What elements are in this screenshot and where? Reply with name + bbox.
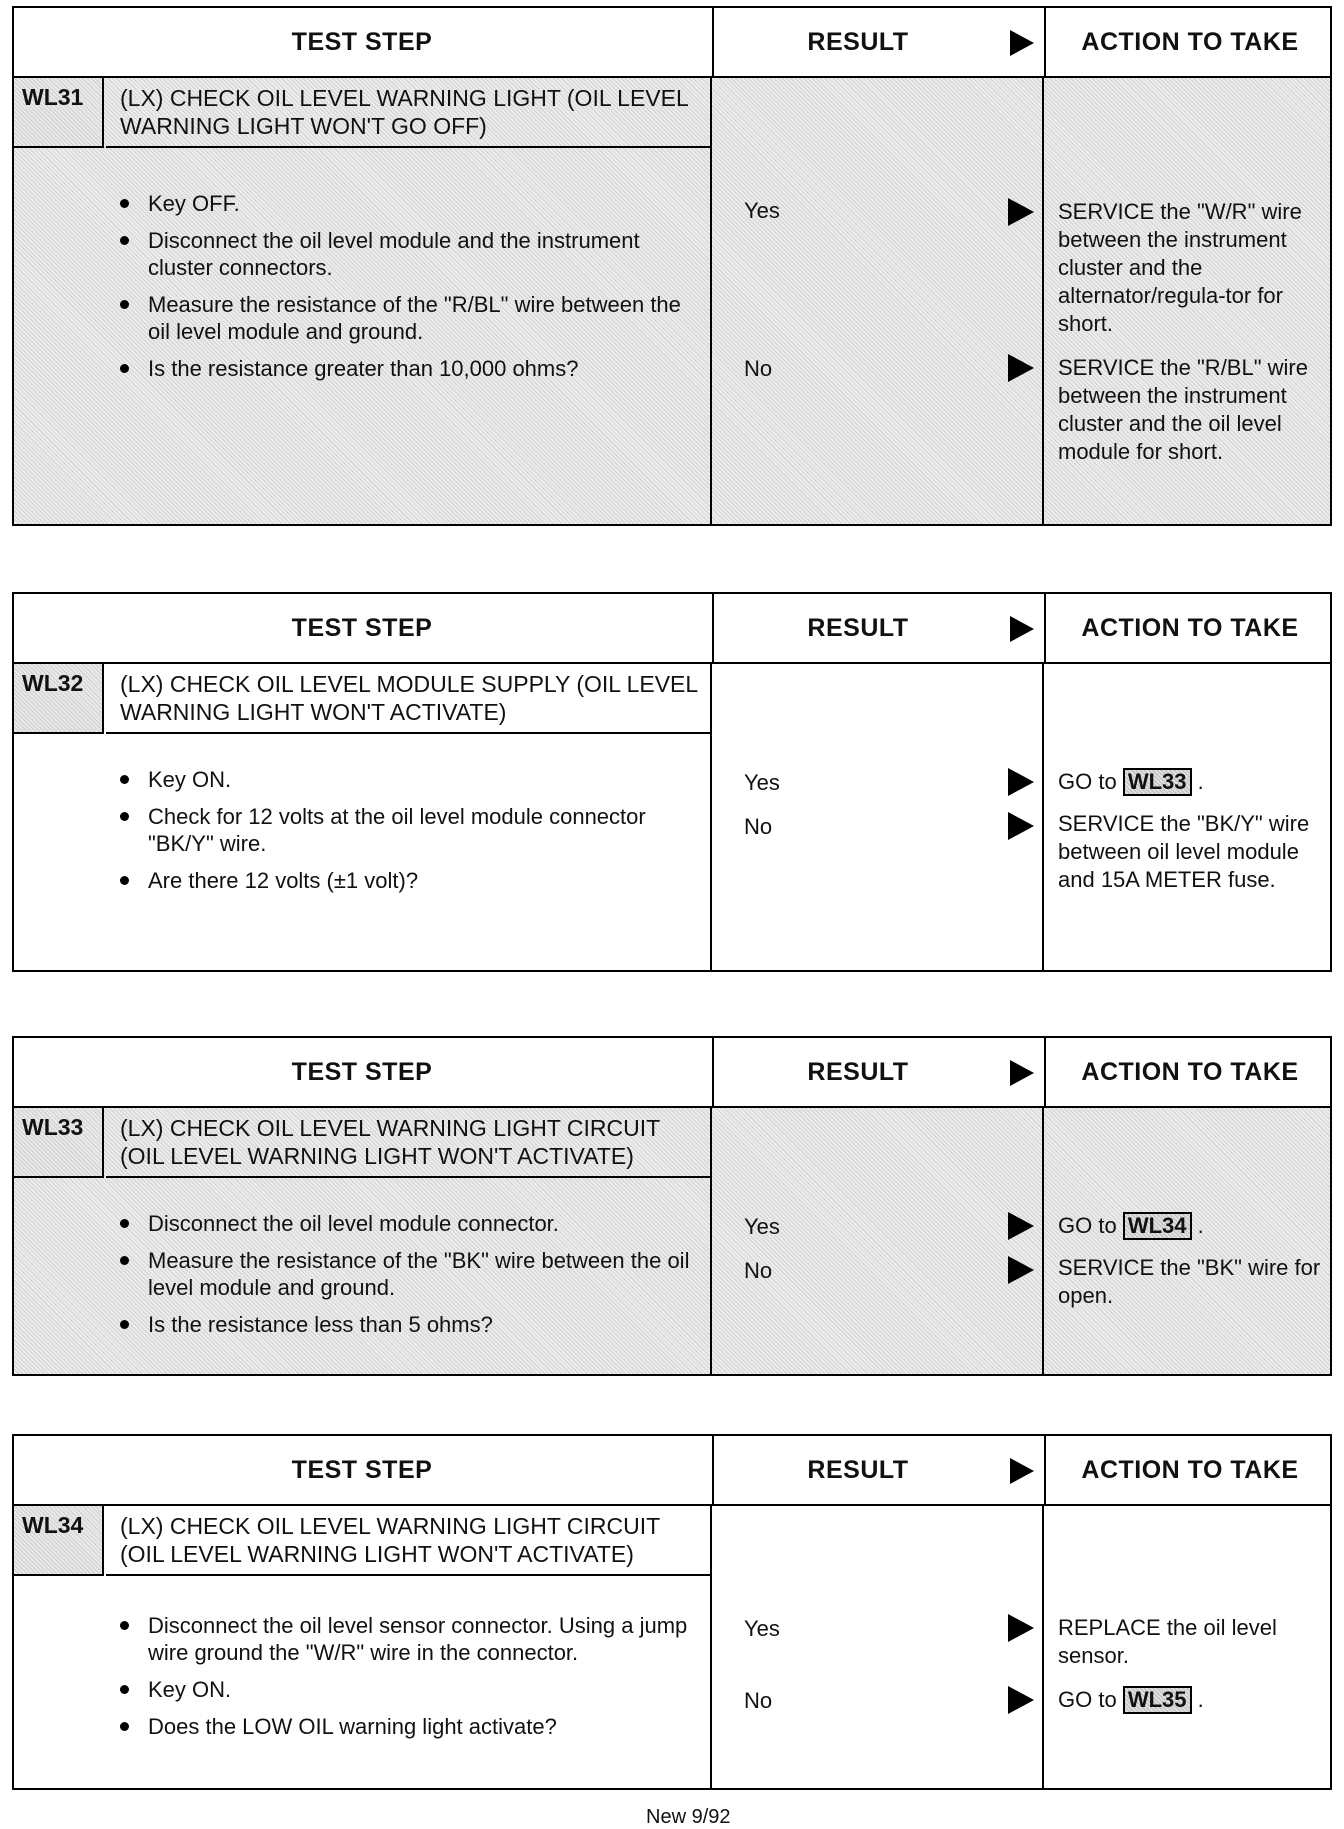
test-table-wl34 — [12, 1434, 1332, 1790]
list-item: Key ON. — [114, 766, 704, 793]
divider — [1042, 1106, 1044, 1374]
result-yes: Yes — [744, 770, 780, 795]
divider — [710, 1106, 712, 1374]
divider — [1042, 662, 1044, 970]
action-go-to: GO to — [1058, 1213, 1117, 1238]
list-item: Are there 12 volts (±1 volt)? — [114, 867, 704, 894]
arrow-right-icon — [1010, 1060, 1034, 1086]
header-test-step: TEST STEP — [291, 614, 433, 642]
result-no: No — [744, 356, 773, 381]
divider — [710, 1504, 712, 1788]
header-result: RESULT — [712, 8, 1042, 76]
step-ref-link[interactable]: WL34 — [1123, 1212, 1192, 1240]
result-no: No — [744, 814, 773, 839]
header-action: ACTION TO TAKE — [1044, 1436, 1334, 1504]
action-yes: REPLACE the oil level sensor. — [1058, 1615, 1277, 1668]
table-header — [14, 8, 1330, 78]
table-header — [14, 1038, 1330, 1108]
header-test-step: TEST STEP — [291, 1058, 433, 1086]
list-item: Disconnect the oil level module and the instrument cluster connectors. — [114, 227, 704, 281]
arrow-right-icon — [1008, 354, 1034, 382]
action-go-to: GO to — [1058, 1687, 1117, 1712]
list-item: Measure the resistance of the "R/BL" wire between the oil level module and ground. — [114, 291, 704, 345]
table-header — [14, 1436, 1330, 1506]
result-yes: Yes — [744, 1616, 780, 1641]
divider — [1042, 76, 1044, 524]
action-go-to: GO to — [1058, 769, 1117, 794]
list-item: Disconnect the oil level module connector. — [114, 1210, 704, 1237]
list-item: Does the LOW OIL warning light activate? — [114, 1713, 704, 1740]
arrow-right-icon — [1008, 1686, 1034, 1714]
header-result: RESULT — [712, 594, 1042, 662]
list-item: Measure the resistance of the "BK" wire between the oil level module and ground. — [114, 1247, 704, 1301]
step-id: WL32 — [14, 664, 104, 734]
header-test-step: TEST STEP — [291, 28, 433, 56]
list-item: Key ON. — [114, 1676, 704, 1703]
arrow-right-icon — [1008, 198, 1034, 226]
step-title: (LX) CHECK OIL LEVEL WARNING LIGHT (OIL LEVEL WARNING LIGHT WON'T GO OFF) — [106, 78, 710, 148]
action-suffix: . — [1197, 769, 1204, 794]
list-item: Key OFF. — [114, 190, 704, 217]
step-ref-link[interactable]: WL33 — [1123, 768, 1192, 796]
action-no: SERVICE the "BK" wire for open. — [1058, 1255, 1321, 1308]
arrow-right-icon — [1008, 812, 1034, 840]
arrow-right-icon — [1010, 30, 1034, 56]
list-item: Check for 12 volts at the oil level module connector "BK/Y" wire. — [114, 803, 704, 857]
header-action: ACTION TO TAKE — [1044, 1038, 1334, 1106]
result-yes: Yes — [744, 198, 780, 223]
step-list — [114, 1612, 704, 1750]
divider — [1042, 1504, 1044, 1788]
action-yes — [1058, 1212, 1328, 1240]
step-id: WL33 — [14, 1108, 104, 1178]
action-suffix: . — [1197, 1687, 1204, 1712]
action-yes: SERVICE the "W/R" wire between the instrument cluster and the alternator/regula-tor for short. — [1058, 199, 1302, 336]
header-action: ACTION TO TAKE — [1044, 8, 1334, 76]
step-list — [114, 190, 704, 392]
header-action: ACTION TO TAKE — [1044, 594, 1334, 662]
step-id: WL34 — [14, 1506, 104, 1576]
arrow-right-icon — [1008, 1614, 1034, 1642]
step-id: WL31 — [14, 78, 104, 148]
header-test-step: TEST STEP — [291, 1456, 433, 1484]
arrow-right-icon — [1010, 1458, 1034, 1484]
test-table-wl32 — [12, 592, 1332, 972]
test-table-wl33 — [12, 1036, 1332, 1376]
step-title: (LX) CHECK OIL LEVEL MODULE SUPPLY (OIL LEVEL WARNING LIGHT WON'T ACTIVATE) — [106, 664, 710, 734]
step-list — [114, 1210, 704, 1348]
test-table-wl31 — [12, 6, 1332, 526]
header-result: RESULT — [712, 1038, 1042, 1106]
result-yes: Yes — [744, 1214, 780, 1239]
table-header — [14, 594, 1330, 664]
arrow-right-icon — [1008, 1256, 1034, 1284]
header-result: RESULT — [712, 1436, 1042, 1504]
list-item: Is the resistance greater than 10,000 ohms? — [114, 355, 704, 382]
action-no — [1058, 1686, 1328, 1714]
footer-revision: New 9/92 — [646, 1806, 731, 1828]
arrow-right-icon — [1008, 1212, 1034, 1240]
step-list — [114, 766, 704, 904]
list-item: Is the resistance less than 5 ohms? — [114, 1311, 704, 1338]
arrow-right-icon — [1010, 616, 1034, 642]
step-title: (LX) CHECK OIL LEVEL WARNING LIGHT CIRCUIT (OIL LEVEL WARNING LIGHT WON'T ACTIVATE) — [106, 1506, 710, 1576]
arrow-right-icon — [1008, 768, 1034, 796]
action-yes — [1058, 768, 1328, 796]
list-item: Disconnect the oil level sensor connector. Using a jump wire ground the "W/R" wire in the connector. — [114, 1612, 704, 1666]
step-title: (LX) CHECK OIL LEVEL WARNING LIGHT CIRCUIT (OIL LEVEL WARNING LIGHT WON'T ACTIVATE) — [106, 1108, 710, 1178]
result-no: No — [744, 1258, 773, 1283]
action-no: SERVICE the "R/BL" wire between the instrument cluster and the oil level module for short. — [1058, 355, 1308, 464]
action-no: SERVICE the "BK/Y" wire between oil level module and 15A METER fuse. — [1058, 811, 1310, 892]
action-suffix: . — [1197, 1213, 1204, 1238]
divider — [710, 76, 712, 524]
step-ref-link[interactable]: WL35 — [1123, 1686, 1192, 1714]
result-no: No — [744, 1688, 773, 1713]
divider — [710, 662, 712, 970]
